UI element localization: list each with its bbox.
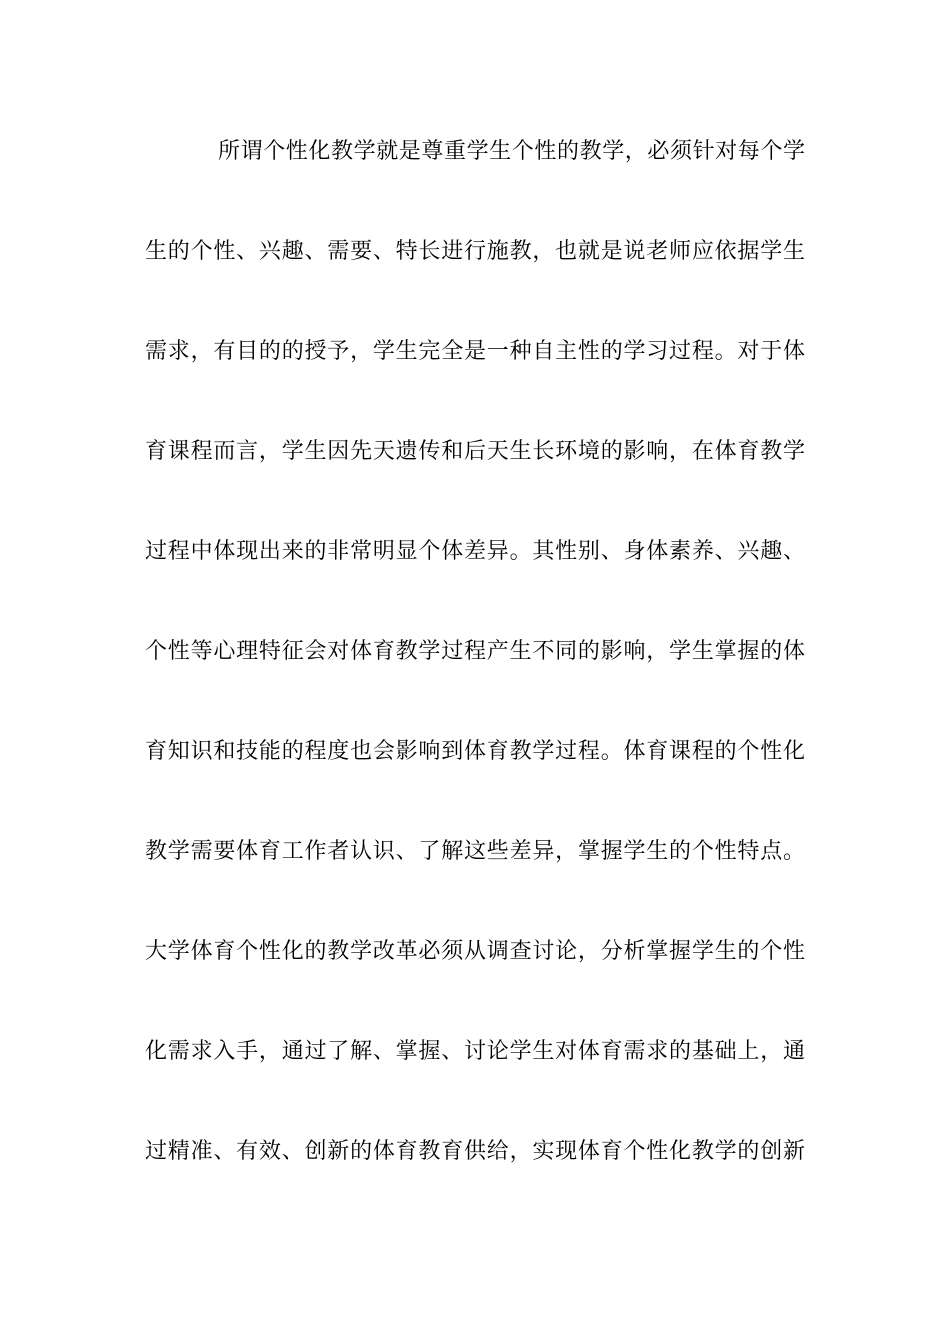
text-line: 育知识和技能的程度也会影响到体育教学过程。体育课程的个性化: [145, 739, 805, 764]
text-line: 育课程而言，学生因先天遗传和后天生长环境的影响，在体育教学: [145, 439, 805, 464]
text-line: 大学体育个性化的教学改革必须从调查讨论，分析掌握学生的个性: [145, 939, 805, 964]
text-line: 过精准、有效、创新的体育教育供给，实现体育个性化教学的创新: [145, 1139, 805, 1164]
text-line: 个性等心理特征会对体育教学过程产生不同的影响，学生掌握的体: [145, 639, 805, 664]
text-line: 需求，有目的的授予，学生完全是一种自主性的学习过程。对于体: [145, 339, 805, 364]
body-paragraph: [145, 128, 805, 1228]
text-line: 所谓个性化教学就是尊重学生个性的教学，必须针对每个学: [218, 139, 805, 164]
text-line: 过程中体现出来的非常明显个体差异。其性别、身体素养、兴趣、: [145, 539, 805, 564]
text-line: 化需求入手，通过了解、掌握、讨论学生对体育需求的基础上，通: [145, 1039, 805, 1064]
text-line: 生的个性、兴趣、需要、特长进行施教，也就是说老师应依据学生: [145, 239, 805, 264]
text-line: 教学需要体育工作者认识、了解这些差异，掌握学生的个性特点。: [145, 839, 805, 864]
